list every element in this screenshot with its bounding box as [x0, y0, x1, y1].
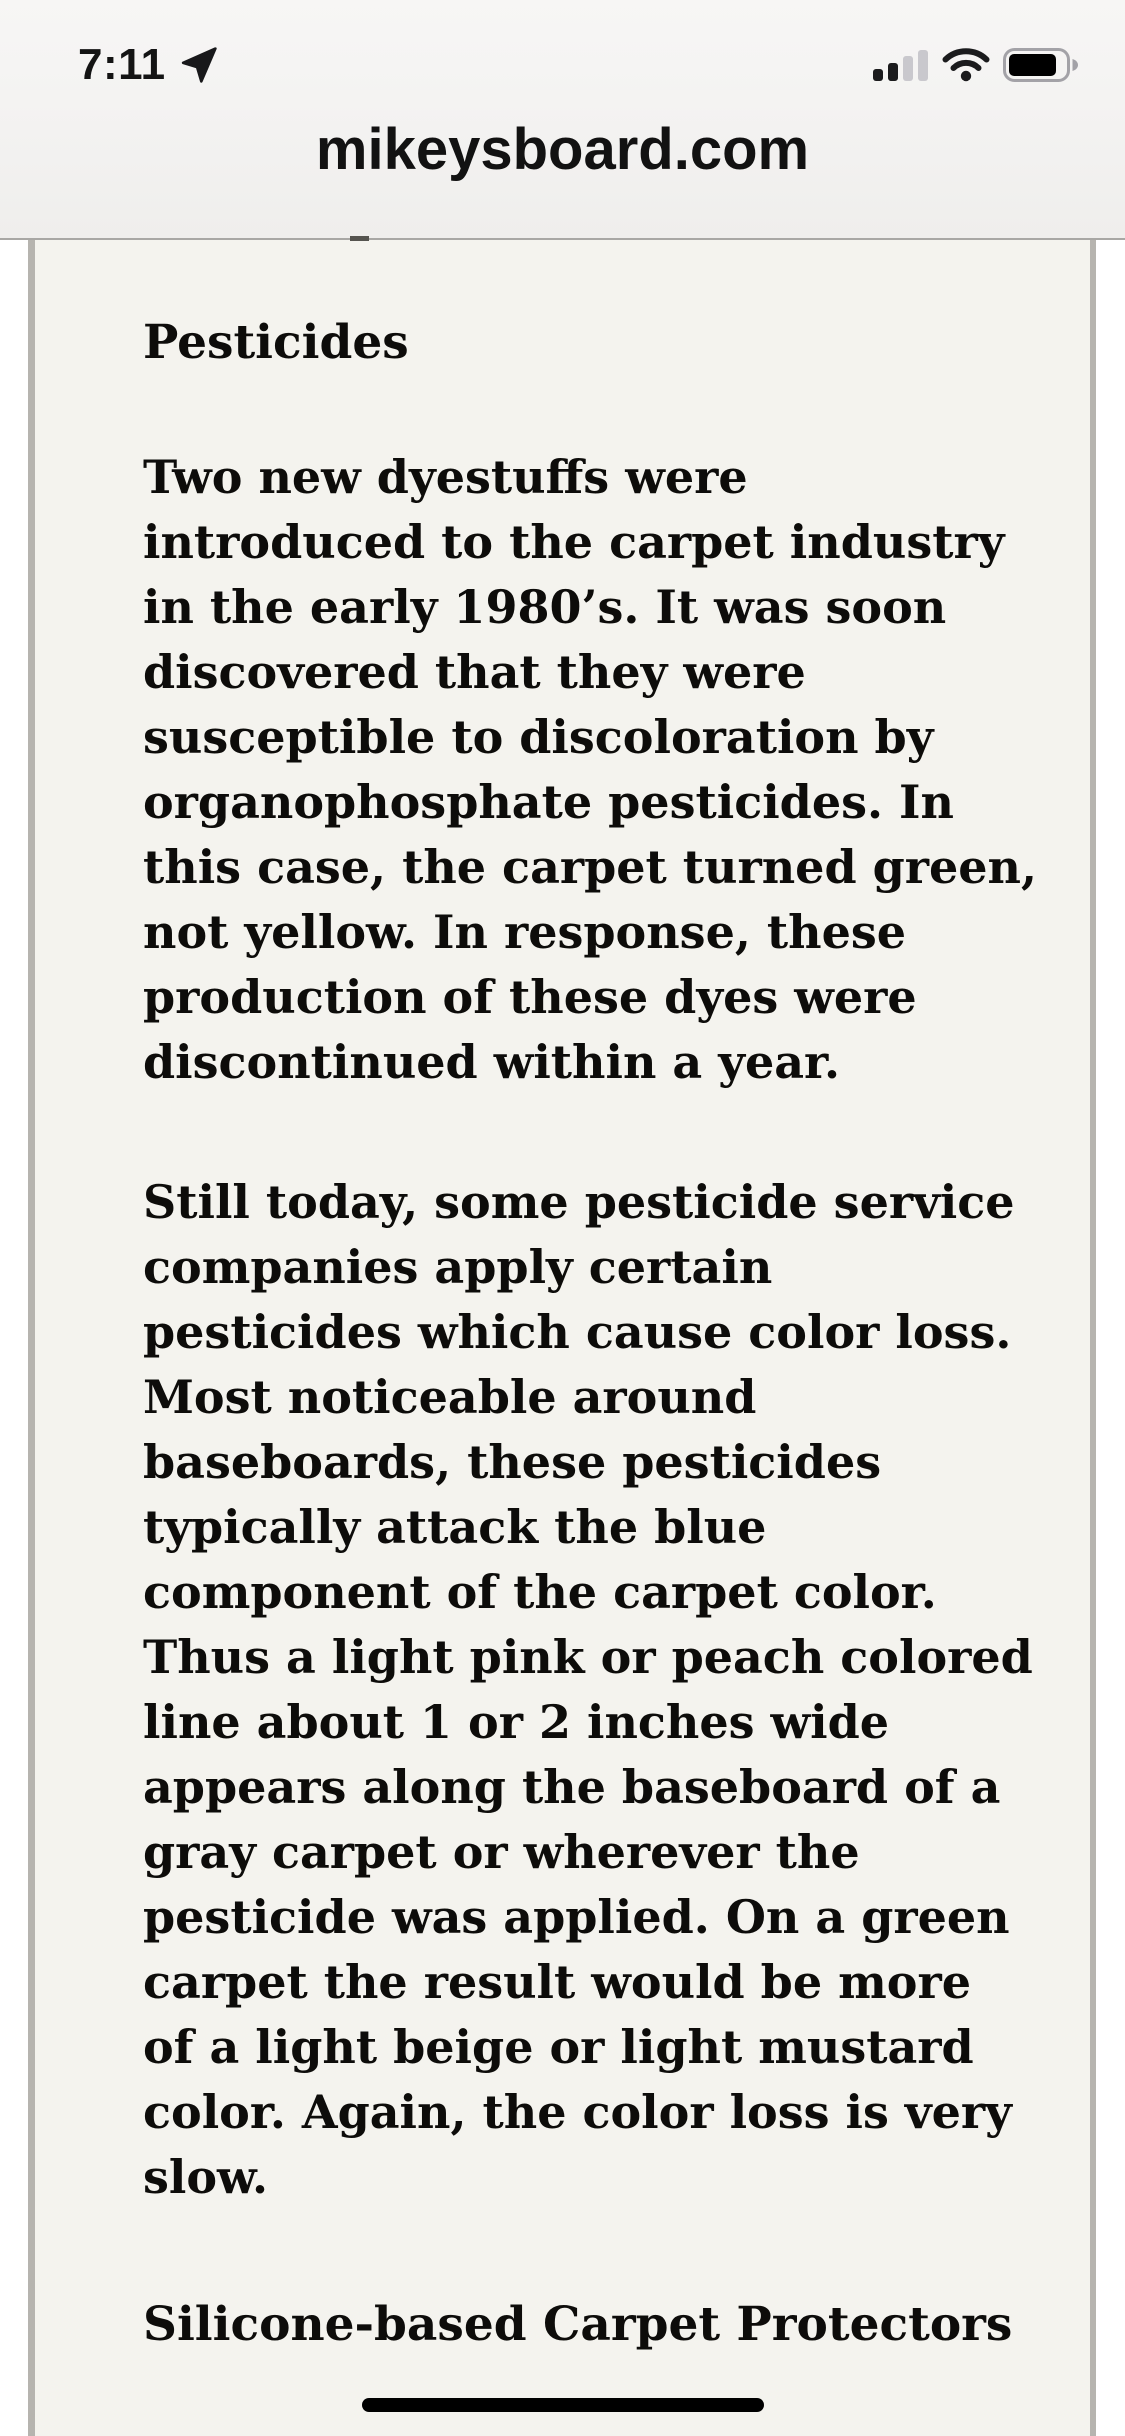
text-line: susceptible to discoloration by	[143, 710, 934, 764]
status-bar-left	[78, 40, 218, 90]
text-line: of a light beige or light mustard	[143, 2020, 974, 2074]
text-line: baseboards, these pesticides	[143, 1435, 882, 1489]
status-bar-right	[873, 48, 1079, 82]
text-line: carpet the result would be more	[143, 1955, 971, 2009]
location-arrow-icon	[180, 46, 218, 84]
text-line: slow.	[143, 2150, 269, 2204]
home-indicator[interactable]	[362, 2398, 764, 2412]
text-line: Most noticeable around	[143, 1370, 757, 1424]
text-line: Thus a light pink or peach colored	[143, 1630, 1033, 1684]
safari-header	[0, 0, 1125, 240]
text-line: gray carpet or wherever the	[143, 1825, 860, 1879]
text-line: in the early 1980’s. It was soon	[143, 580, 947, 634]
status-time: 7:11	[78, 40, 166, 89]
section-heading-pesticides: Pesticides	[143, 315, 409, 370]
text-line: pesticides which cause color loss.	[143, 1305, 1012, 1359]
text-line: companies apply certain	[143, 1240, 773, 1294]
text-line: discovered that they were	[143, 645, 806, 699]
text-line: introduced to the carpet industry	[143, 515, 1005, 569]
text-line: organophosphate pesticides. In	[143, 775, 954, 829]
paragraph-pesticides	[143, 445, 1037, 1095]
text-line: component of the carpet color.	[143, 1565, 937, 1619]
text-line: line about 1 or 2 inches wide	[143, 1695, 890, 1749]
text-line: typically attack the blue	[143, 1500, 767, 1554]
battery-icon	[1003, 48, 1079, 82]
url-bar[interactable]	[0, 116, 1125, 183]
paragraph-pesticide-services	[143, 1170, 1033, 2210]
text-line: production of these dyes were	[143, 970, 917, 1024]
text-line: color. Again, the color loss is very	[143, 2085, 1012, 2139]
text-line: pesticide was applied. On a green	[143, 1890, 1010, 1944]
cellular-signal-icon	[873, 49, 929, 81]
text-line: this case, the carpet turned green,	[143, 840, 1038, 894]
text-line: Still today, some pesticide service	[143, 1175, 1015, 1229]
status-bar	[78, 40, 1079, 90]
scroll-remnant-dash	[350, 236, 369, 241]
url-domain[interactable]: mikeysboard.com	[315, 117, 810, 182]
text-line: not yellow. In response, these	[143, 905, 906, 959]
section-heading-silicone: Silicone-based Carpet Protectors	[143, 2297, 1013, 2352]
text-line: Two new dyestuffs were	[143, 450, 748, 504]
text-line: discontinued within a year.	[143, 1035, 841, 1089]
wifi-icon	[942, 48, 990, 82]
text-line: appears along the baseboard of a	[143, 1760, 1001, 1814]
